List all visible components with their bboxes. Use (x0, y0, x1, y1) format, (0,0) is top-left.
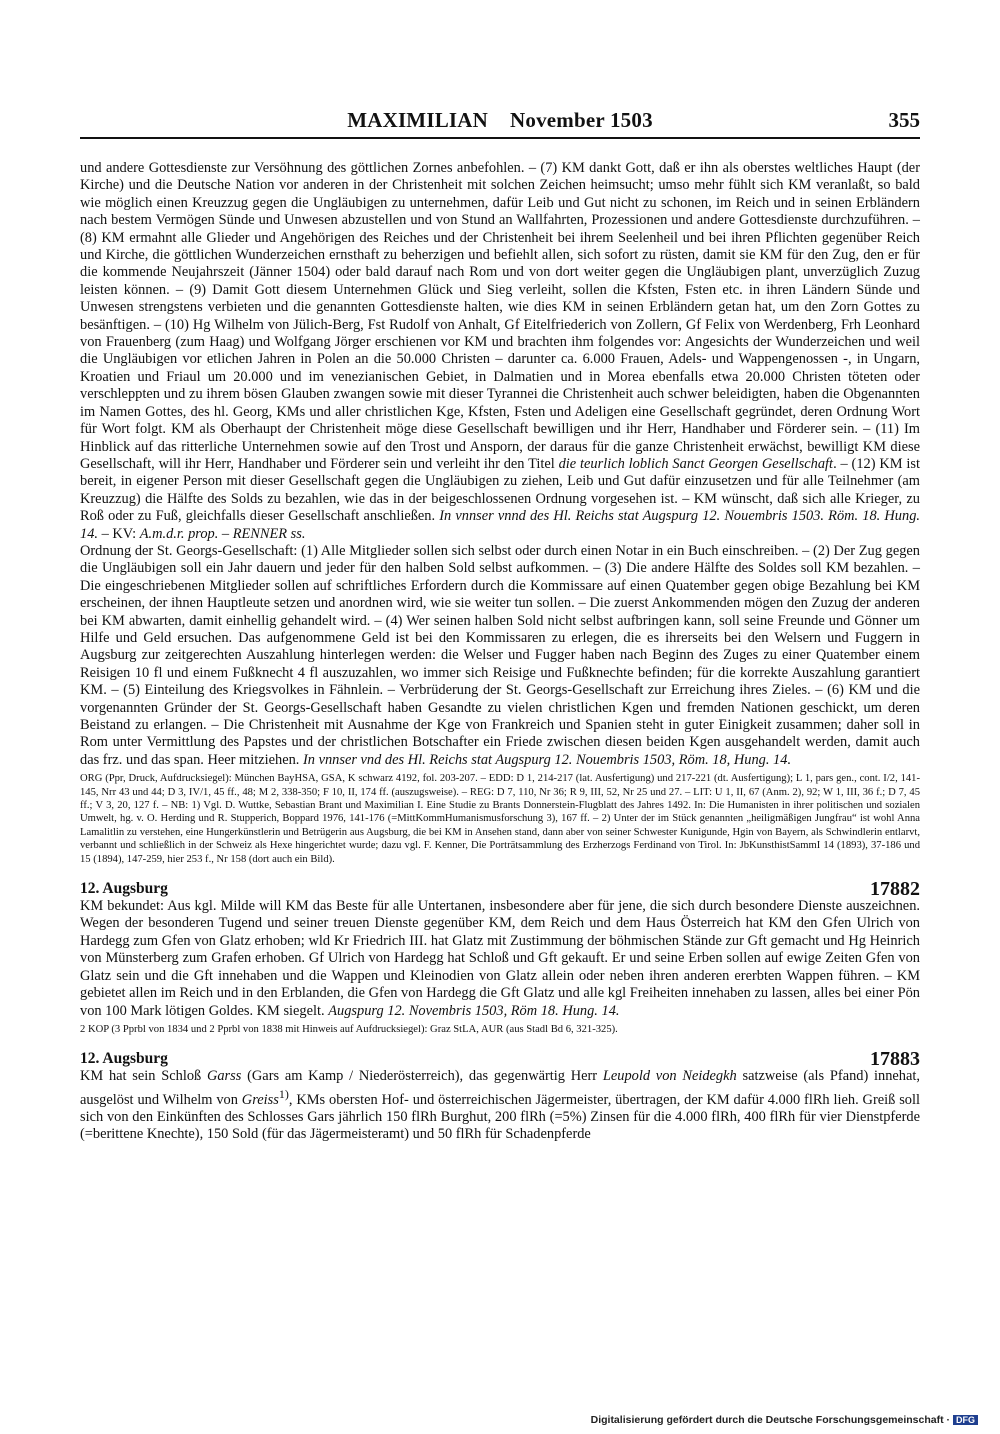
footnote-marker: 1) (278, 1086, 289, 1101)
entry-place-date: 12. Augsburg (80, 880, 168, 898)
person-name-neidegkh: Leupold von Neidegkh (602, 1068, 737, 1085)
page-header (80, 108, 920, 136)
entry-header-17883 (80, 1050, 920, 1068)
entry-text-part: KM hat sein Schloß (80, 1068, 207, 1085)
running-title (80, 108, 920, 133)
entry-text-17883 (80, 1068, 920, 1143)
dfg-logo: DFG (953, 1415, 978, 1425)
order-text-body: Ordnung der St. Georgs-Gesellschaft: (1) Alle Mitglieder sollen sich selbst oder durch einen Notar in ein Buch einschreiben. – (2) Der Zug gegen die Ungläubigen soll ein Jahr dauern und jeder für den halben Sold selbst aufkommen. – (3) Die andere Hälfte des Soldes soll KM bezahlen. – Die eingeschriebenen Mitglieder sollen auf schriftliches Erfordern durch die Kommissare auf einen Quatember gegen obige Bezahlung bei KM erscheinen, der ihnen Hauptleute setzen und anordnen wird, wie sie weiter tun sollen. – Die zuerst Ankommenden mögen den Zuzug der anderen bei KM abwarten, damit einhellig gehandelt wird. – (4) Wer seinen halben Sold nicht selbst aufbringen kann, soll seine Freunde und Gönner um Hilfe und Geld ersuchen. Das aufgenommene Geld ist bei den Kommissaren zu erlegen, die es ihrerseits bei den Welsern und Fuggern in Augsburg zur zeitgerechten Auszahlung hinterlegen werden: die Welser und Fugger haben nach Beginn des Zuges zu einer Quatember einem Reisigen 10 fl und einem Fußknecht 4 fl auszuzahlen, wo immer sich Reisige und Fußknechte befinden; für die korrekte Auszahlung garantiert KM. – (5) Einteilung des Kriegsvolkes in Fähnlein. – Verbrüderung der St. Georgs-Gesellschaft zur Erreichung ihres Zieles. – (6) KM und die vorgenannten Gründer der St. Georgs-Gesellschaft haben Gesandte zu vielen christlichen Kgen und fremden Nationen geschickt, um deren Beistand zu erlangen. – Die Christenheit mit Ausnahme der Kge von Frankreich und Spanien steht in guter Einigkeit zusammen; daher soll in Rom unter Vermittlung des Papstes und der christlichen Botschafter ein Friede zwischen diesen beiden Kgen ausgehandelt werden, damit auch das frz. und das span. Heer mitziehen. (80, 542, 920, 768)
entry-place-date: 12. Augsburg (80, 1050, 168, 1068)
entry-text-part: , KMs obersten Hof- und österreichischen Jägermeister, übertragen, der KM dafür 4.000 flRh lieh. Greiß soll sich von den Einkünften des Schlosses Gars jährlich 150 flRh Burghut, 200 flRh (=5%) Zinsen für die 4.000 flRh, 400 flRh für vier Dienstpferde (=berittene Knechte), 150 Sold (für das Jägermeisteramt) und 50 flRh für Schadenpferde (80, 1091, 921, 1143)
place-name-garss: Garss (206, 1068, 242, 1085)
entry-text: KM bekundet: Aus kgl. Milde will KM das Beste für alle Untertanen, insbesondere aber für jene, die sich durch besondere Dienste auszeichnen. Wegen der besonderen Tugend und seiner treuen Dienste gegenüber KM, dem Reich und dem Haus Österreich hat KM den Gfen Ulrich von Hardegg zum Gfen von Glatz erhoben; wld Kr Friedrich III. hat Glatz mit Zustimmung der böhmischen Stände zur Gft gemacht und Hg Heinrich von Münsterberg zum Grafen erhoben. Gf Ulrich von Hardegg hat Schloß und Gft gekauft. Er und seine Erben sollen auf ewige Zeiten Gfen von Glatz sein und die Gft innehaben und die Wappen und Kleinodien von Glatz allein oder neben ihren anderen ererbten Wappen führen. – KM gebietet allen im Reich und in den Erblanden, die Gfen von Hardegg die Gft Glatz und alle kgl Freiheiten innehaben zu lassen, alles bei einer Pön von 100 Mark lötigen Goldes. KM siegelt. (80, 898, 920, 1019)
entry-text-part: satzweise (als Pfand) innehat, ausgelöst und Wilhelm von (80, 1068, 920, 1108)
footer-text: Digitalisierung gefördert durch die Deutsche Forschungsgemeinschaft · (590, 1414, 950, 1426)
entry-number: 17883 (870, 1050, 920, 1069)
running-title-name: MAXIMILIAN (347, 108, 489, 132)
person-name-greiss: Greiss (241, 1091, 279, 1108)
entry-text-part: (Gars am Kamp / Niederösterreich), das gegenwärtig Herr (241, 1068, 603, 1085)
society-title: die teurlich loblich Sanct Georgen Gesellschaft (558, 455, 834, 472)
page-number: 355 (888, 108, 920, 132)
dating-clause: In vnnser vnnd des Hl. Reichs stat Augspurg 12. Nouembris 1503. Röm. 18. Hung. 14. (80, 508, 920, 542)
source-note: ORG (Ppr, Druck, Aufdrucksiegel): München BayHSA, GSA, K schwarz 4192, fol. 203-207. – EDD: D 1, 214-217 (lat. Ausfertigung) und 217-221 (dt. Ausfertigung); L 1, pars gen., cont. I/2, 141-145, Nrr 43 und 44; D 3, IV/1, 45 ff., 48; M 2, 338-350; F 10, II, 174 ff. (auszugsweise). – REG: D 7, 110, Nr 36; R 9, III, 52, Nr 25 und 27. – LIT: U 1, II, 67 (Anm. 2), 92; W 1, III, 36 f.; D 7, 45 ff.; V 3, 20, 127 f. – NB: 1) Vgl. D. Wuttke, Sebastian Brant und Maximilian I. Eine Studie zu Brants Donnerstein-Flugblatt des Jahres 1492. In: Die Humanisten in ihrer politischen und sozialen Umwelt, hg. v. O. Herding und R. Stupperich, Boppard 1976, 141-176 (=MittKommHumanismusforschung 3), 167 ff. – 2) Unter der im Stück genannten „heiligmäßigen Jungfrau“ ist wohl Anna Lamalitlin zu verstehen, eine Hungerkünstlerin und Betrügerin aus Augsburg, die bei KM in Ansehen stand, dann aber von seiner Schwester Kunigunde, Hgin von Bayern, als Schwindlerin entlarvt, verbannt und schließlich in der Schweiz als Hexe hingerichtet wurde; dazu vgl. F. Kenner, Die Porträtsammlung des Erzherzogs Ferdinand von Tirol. In: JbKunsthistSammI 14 (1893), 37-186 und 15 (1894), 147-259, hier 253 f., Nr 158 (dort auch ein Bild). (80, 773, 920, 865)
entry-number: 17882 (870, 880, 920, 899)
order-dating-clause: In vnnser vnd des Hl. Reichs stat Augspurg 12. Nouembris 1503, Röm. 18, Hung. 14. (302, 751, 792, 768)
regest-text-cont: . – (12) KM ist bereit, in eigener Person mit dieser Gesellschaft gegen die Ungläubigen zu ziehen, Leib und Gut dafür einzusetzen und für alle Teilnehmer (am Kreuzzug) die Hälfte des Solds zu bezahlen, wie das in der beigeschlossenen Ordnung vorgesehen ist. – KM wünscht, daß sich alle Krieger, zu Roß oder zu Fuß, gleichfalls dieser Gesellschaft anschließen. (80, 455, 920, 525)
running-title-date: November 1503 (510, 108, 653, 132)
regest-text: und andere Gottesdienste zur Versöhnung des göttlichen Zornes anbefohlen. – (7) KM dankt Gott, daß er ihn als oberstes weltliches Haupt (der Kirche) und die Deutsche Nation vor anderen in der Christenheit mit solchen Zeichen heimsucht; umso mehr fühlt sich KM veranlaßt, so bald wie möglich einen Kreuzzug gegen die Ungläubigen zu unternehmen, dafür Leib und Gut nicht zu schonen, im Reich und in seinen Erbländern nach bestem Vermögen Sünde und Unwesen abzustellen und von Stund an Wallfahrten, Prozessionen und andere Gottesdienste durchzuführen. – (8) KM ermahnt alle Glieder und Angehörigen des Reiches und der Christenheit bei ihrem Seelenheil und bei ihren Pflichten gegenüber Reich und Kirche, die göttlichen Wunderzeichen ernsthaft zu beherzigen und befiehlt allen, sich sofort zu rüsten, damit sie KM für den Zug, den er für die kommende Neujahrszeit (Jänner 1504) oder bald darauf nach Rom und von dort weiter gegen die Ungläubigen plant, unverzüglich Zuzug leisten können. – (9) Damit Gott diesem Unternehmen Glück und Sieg verleiht, sollen die Kfsten, Fsten etc. in ihren Ländern Sünde und Unwesen strengstens verbieten und die genannten Gottesdienste halten, wie dies KM in seinen Erbländern getan hat, um den Zorn Gottes zu besänftigen. – (10) Hg Wilhelm von Jülich-Berg, Fst Rudolf von Anhalt, Gf Eitelfriederich von Zollern, Gf Felix von Werdenberg, Frh Leonhard von Frauenberg (zum Haag) und Wolfgang Jörger erschienen vor KM und brachten ihm folgendes vor: Angesichts der Wunderzeichen und weil die Ungläubigen vor etlichen Jahren in Polen an die 50.000 Christen – darunter ca. 6.000 Frauen, Adels- und Wappengenossen -, in Ungarn, Kroatien und Friaul um 20.000 und im venezianischen Gebiet, in Dalmatien und in Morea ebenfalls etwa 20.000 Christen töteten oder verschleppten und zu ihrem bösen Glauben zwangen sowie mit dieser Tyrannei die Christenheit auch schwer beleidigten, haben die Obgenannten im Namen Gottes, des hl. Georg, KMs und aller christlichen Kge, Kfsten, Fsten und Adeligen eine Gesellschaft gegründet, deren Ordnung Wort für Wort folgt. KM als Oberhaupt der Christenheit möge diese Gesellschaft bewilligen und ihr Herr, Handhaber und Förderer sein. – (11) Im Hinblick auf das ritterliche Unternehmen sowie auf den Trost und Ansporn, der daraus für die ganze Christenheit erwächst, bewilligt KM diese Gesellschaft, will ihr Herr, Handhaber und Förderer sein und verleiht ihr den Titel (80, 160, 920, 472)
entry-source-17882: 2 KOP (3 Pprbl von 1834 und 2 Pprbl von 1838 mit Hinweis auf Aufdrucksiegel): Graz StLA, AUR (aus Stadl Bd 6, 321-325). (80, 1023, 618, 1035)
page-body (80, 160, 920, 1144)
entry-dating-clause: Augspurg 12. Novembris 1503, Röm 18. Hung. 14. (328, 1002, 620, 1019)
regest-text-continuation (80, 160, 920, 543)
kanzleivermerk: A.m.d.r. prop. – RENNER ss. (139, 525, 306, 542)
kv-label: – KV: (98, 525, 140, 542)
entry-header-17882 (80, 880, 920, 898)
header-rule (80, 137, 920, 139)
order-text (80, 543, 920, 769)
digitization-footer (591, 1414, 978, 1426)
entry-text-17882 (80, 898, 920, 1020)
